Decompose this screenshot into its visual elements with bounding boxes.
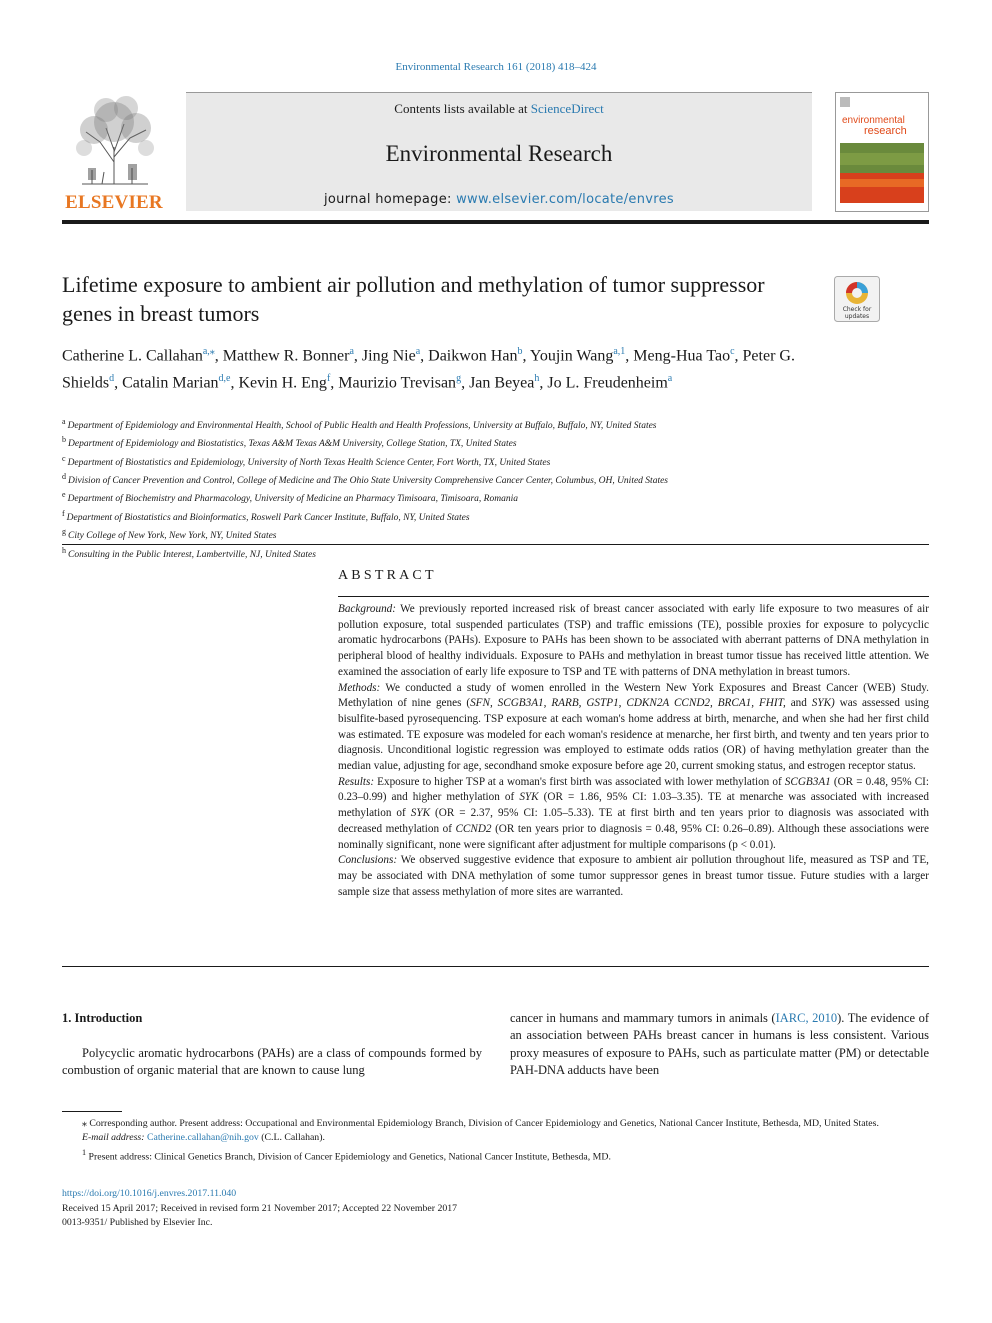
contents-line — [186, 101, 812, 117]
author-name[interactable]: Daikwon Han — [428, 347, 518, 365]
footnote-rule — [62, 1111, 122, 1112]
author-name[interactable]: Peter G. Shields — [62, 347, 795, 392]
author-name[interactable]: Jing Nie — [361, 347, 416, 365]
results-gene-2: SYK — [519, 791, 539, 804]
affiliation-text: Consulting in the Public Interest, Lambertville, NJ, United States — [68, 549, 316, 560]
conclusions-text: We observed suggestive evidence that exposure to ambient air pollution throughout life, measured as TSP and TE, may be associated with DNA methylation of some tumor suppressor genes in breast tumor tissue. Future studies with a larger sample size that assess methylation of more sites are warranted. — [338, 854, 929, 898]
affiliation-item — [62, 452, 932, 470]
crossmark-line2: updates — [844, 313, 870, 320]
corresponding-mark: ⁎ — [82, 1118, 87, 1129]
email-note — [62, 1131, 929, 1145]
received-dates: Received 15 April 2017; Received in revised form 21 November 2017; Accepted 22 November 2017 — [62, 1202, 458, 1214]
results-text-e: (OR ten years prior to diagnosis = 0.48, 95% CI: 0.26–0.89). Although these associations were nominally significant, none were significant after adjustment for multiple comparisons (p < 0.01). — [338, 822, 929, 851]
affiliation-item — [62, 433, 932, 451]
author-name[interactable]: Matthew R. Bonner — [222, 347, 350, 365]
affiliation-text: Division of Cancer Prevention and Control, College of Medicine and The Ohio State University Comprehensive Cancer Center, Columbus, OH, United States — [68, 476, 668, 487]
intro-right-text-b: ). The evidence of an association between PAHs breast cancer in humans is less consistent. Various proxy measures of exposure to PAHs, such as particulate matter (PM) or detectable PAH-DNA adducts have been — [510, 1011, 929, 1077]
affiliation-text: City College of New York, New York, NY, United States — [68, 531, 277, 542]
affiliation-key: h — [62, 545, 66, 555]
footnotes — [62, 1117, 929, 1164]
affiliations-rule — [62, 544, 929, 545]
author-separator: , — [539, 374, 548, 392]
abstract-heading-rule — [338, 596, 929, 597]
author-name[interactable]: Kevin H. Eng — [238, 374, 327, 392]
author-affiliation-marker[interactable]: c — [730, 346, 735, 357]
results-gene-3: SYK — [410, 807, 431, 820]
author-name[interactable]: Youjin Wang — [529, 347, 614, 365]
author-affiliation-marker[interactable]: h — [534, 373, 540, 385]
homepage-line — [186, 192, 812, 207]
author-separator: , — [461, 374, 470, 392]
homepage-link[interactable]: www.elsevier.com/locate/envres — [456, 192, 674, 207]
intro-paragraph-right — [510, 1010, 929, 1079]
elsevier-wordmark: ELSEVIER — [65, 192, 163, 213]
author-affiliation-marker[interactable]: f — [326, 373, 331, 385]
abstract-body — [338, 602, 929, 900]
doi-link[interactable]: https://doi.org/10.1016/j.envres.2017.11.040 — [62, 1188, 237, 1199]
affiliation-text: Department of Biostatistics and Bioinformatics, Roswell Park Cancer Institute, Buffalo, NY, United States — [66, 512, 470, 523]
abstract-background — [338, 602, 929, 681]
sciencedirect-link[interactable]: ScienceDirect — [530, 101, 604, 116]
author-affiliation-marker[interactable]: a,1 — [613, 346, 626, 357]
methods-text-c: was assessed using bisulfite-based pyrosequencing. TSP exposure at each woman's home address at birth, menarche, and when she had her first child was estimated. TE exposure was modeled for each woman's residence at menarche, her first birth, and twenty and ten years prior to diagnosis. Unconditional logistic regression was employed to estimate odds ratios (OR) of having methylation greater than the median value, adjusting for age, secondhand smoke exposure before age 20, current smoking status, and estrogen receptor status. — [338, 697, 930, 773]
author-separator: , — [330, 374, 339, 392]
affiliation-key: c — [62, 453, 66, 463]
affiliation-item — [62, 544, 932, 562]
results-text-d: (OR = 2.37, 95% CI: 1.05–5.33). TE at first birth and ten years prior to diagnosis was associated with decreased methylation of — [338, 807, 929, 835]
affiliation-key: g — [62, 527, 66, 537]
check-for-updates-button[interactable] — [834, 276, 880, 322]
methods-text-b: and — [785, 697, 812, 710]
results-text-b: (OR = 0.48, 95% CI: 0.23–0.99) and higher methylation of — [338, 775, 930, 804]
email-link[interactable]: Catherine.callahan@nih.gov — [146, 1132, 259, 1144]
conclusions-label: Conclusions: — [338, 854, 398, 867]
affiliation-key: a — [62, 417, 66, 426]
methods-genes: SFN, SCGB3A1, RARB, GSTP1, CDKN2A CCND2, BRCA1, FHIT, — [470, 697, 786, 710]
author-separator: , — [625, 347, 634, 365]
section-heading-introduction: 1. Introduction — [62, 1011, 143, 1025]
elsevier-tree-icon — [62, 92, 166, 190]
affiliation-item — [62, 488, 932, 506]
results-label: Results: — [338, 775, 375, 788]
results-text-c: (OR = 1.86, 95% CI: 1.03–3.35). TE at menarche was associated with increased methylation of — [338, 791, 929, 820]
author-name[interactable]: Catalin Marian — [122, 374, 219, 392]
affiliation-item — [62, 507, 932, 525]
author-name[interactable]: Meng-Hua Tao — [633, 347, 731, 365]
author-separator: , — [114, 374, 123, 392]
contents-prefix: Contents lists available at — [394, 101, 531, 116]
affiliation-text: Department of Biostatistics and Epidemiology, University of North Texas Health Science Center, Fort Worth, TX, United States — [67, 457, 551, 468]
email-label: E-mail address: — [82, 1132, 145, 1144]
author-list — [62, 340, 822, 395]
email-suffix: (C.L. Callahan). — [258, 1132, 325, 1144]
abstract-results — [338, 775, 929, 854]
affiliation-item — [62, 470, 932, 488]
abstract-heading: ABSTRACT — [338, 568, 437, 583]
author-separator: , — [734, 347, 743, 365]
journal-citation[interactable]: Environmental Research 161 (2018) 418–424 — [395, 61, 597, 73]
intro-paragraph-left: Polycyclic aromatic hydrocarbons (PAHs) are a class of compounds formed by combustion of organic material that are known to cause lung — [62, 1046, 482, 1078]
author-separator: , — [522, 347, 530, 365]
affiliation-key: b — [62, 435, 66, 445]
methods-text-a: We conducted a study of women enrolled in the Western New York Exposures and Breast Cancer (WEB) Study. Methylation of nine genes ( — [338, 681, 929, 710]
author-affiliation-marker[interactable]: a — [349, 346, 354, 357]
author-affiliation-marker[interactable]: d — [109, 373, 115, 385]
corresponding-author-note — [62, 1117, 929, 1131]
affiliation-text: Department of Epidemiology and Biostatistics, Texas A&M Texas A&M University, College Station, TX, United States — [68, 439, 517, 450]
crossmark-icon — [834, 276, 880, 322]
journal-header — [186, 92, 812, 211]
elsevier-logo — [62, 92, 166, 212]
author-affiliation-marker[interactable]: a — [415, 346, 421, 357]
author-name[interactable]: Maurizio Trevisan — [338, 374, 457, 392]
corresponding-text: Corresponding author. Present address: Occupational and Environmental Epidemiology Branch, Division of Cancer Epidemiology and Genetics, National Cancer Institute, Bethesda, MD, United States. — [89, 1118, 879, 1129]
homepage-prefix: journal homepage: — [324, 192, 457, 207]
journal-name: Environmental Research — [385, 141, 613, 166]
publication-info — [62, 1187, 929, 1231]
results-gene-4: CCND2 — [455, 822, 492, 835]
author-separator: , — [214, 347, 223, 365]
cover-title-1: environmental — [842, 115, 905, 126]
footnote-1 — [62, 1146, 929, 1165]
abstract-conclusions — [338, 853, 929, 900]
methods-gene-last: SYK) — [811, 697, 835, 710]
results-gene-1: SCGB3A1 — [784, 775, 831, 788]
abstract-methods — [338, 681, 929, 775]
affiliation-key: f — [62, 508, 65, 518]
reference-link-iarc[interactable]: IARC, 2010 — [775, 1011, 838, 1025]
background-text: We previously reported increased risk of breast cancer associated with early life exposure to two measures of air pollution exposure, total suspended particulates (TSP) and traffic emissions (TE), possible proxies for exposure to polycyclic aromatic hydrocarbons (PAHs). Exposure to PAHs has been shown to be associated with aberrant patterns of DNA methylation in peripheral blood of healthy individuals. Exposure to PAHs and methylation in breast tumor tissue has received little attention. We examined the association of early life exposure to TSP and TE with patterns of DNA methylation in breast tumors. — [338, 603, 929, 678]
results-text-a: Exposure to higher TSP at a woman's first birth was associated with lower methylation of — [377, 775, 785, 788]
author-name[interactable]: Catherine L. Callahan — [62, 347, 203, 365]
affiliation-key: d — [62, 472, 66, 482]
background-label: Background: — [338, 603, 396, 615]
author-separator: , — [420, 347, 429, 365]
abstract-bottom-rule — [62, 966, 929, 967]
affiliation-text: Department of Epidemiology and Environmental Health, School of Public Health and Health Professions, University at Buffalo, Buffalo, NY, United States — [67, 421, 657, 432]
author-affiliation-marker[interactable]: g — [456, 373, 462, 385]
header-rule — [62, 220, 929, 224]
methods-label: Methods: — [338, 681, 381, 694]
affiliation-key: e — [62, 490, 66, 500]
article-title: Lifetime exposure to ambient air pollution and methylation of tumor suppressor genes in breast tumors — [62, 272, 765, 326]
author-affiliation-marker[interactable]: a,⁎ — [202, 346, 215, 357]
journal-cover[interactable] — [835, 92, 929, 212]
journal-cover-image — [836, 93, 928, 211]
author-name[interactable]: Jan Beyea — [469, 374, 535, 392]
footnote-1-text: Present address: Clinical Genetics Branch, Division of Cancer Epidemiology and Genetics, National Cancer Institute, Bethesda, MD. — [88, 1150, 611, 1162]
author-separator: , — [230, 374, 239, 392]
crossmark-line1: Check for — [842, 306, 872, 313]
author-affiliation-marker[interactable]: a — [667, 373, 673, 385]
footnote-1-mark: 1 — [82, 1147, 87, 1157]
affiliation-item — [62, 525, 932, 543]
affiliation-text: Department of Biochemistry and Pharmacology, University of Medicine an Pharmacy Timisoara, Timisoara, Romania — [67, 494, 518, 505]
author-affiliation-marker[interactable]: b — [517, 346, 523, 357]
author-name[interactable]: Jo L. Freudenheim — [547, 374, 668, 392]
intro-right-text-a: cancer in humans and mammary tumors in animals ( — [510, 1011, 776, 1025]
issn-line: 0013-9351/ Published by Elsevier Inc. — [62, 1217, 213, 1229]
affiliation-list — [62, 415, 932, 562]
author-affiliation-marker[interactable]: d,e — [218, 373, 231, 385]
cover-title-2: research — [864, 125, 907, 137]
affiliation-item — [62, 415, 932, 433]
author-separator: , — [353, 347, 362, 365]
